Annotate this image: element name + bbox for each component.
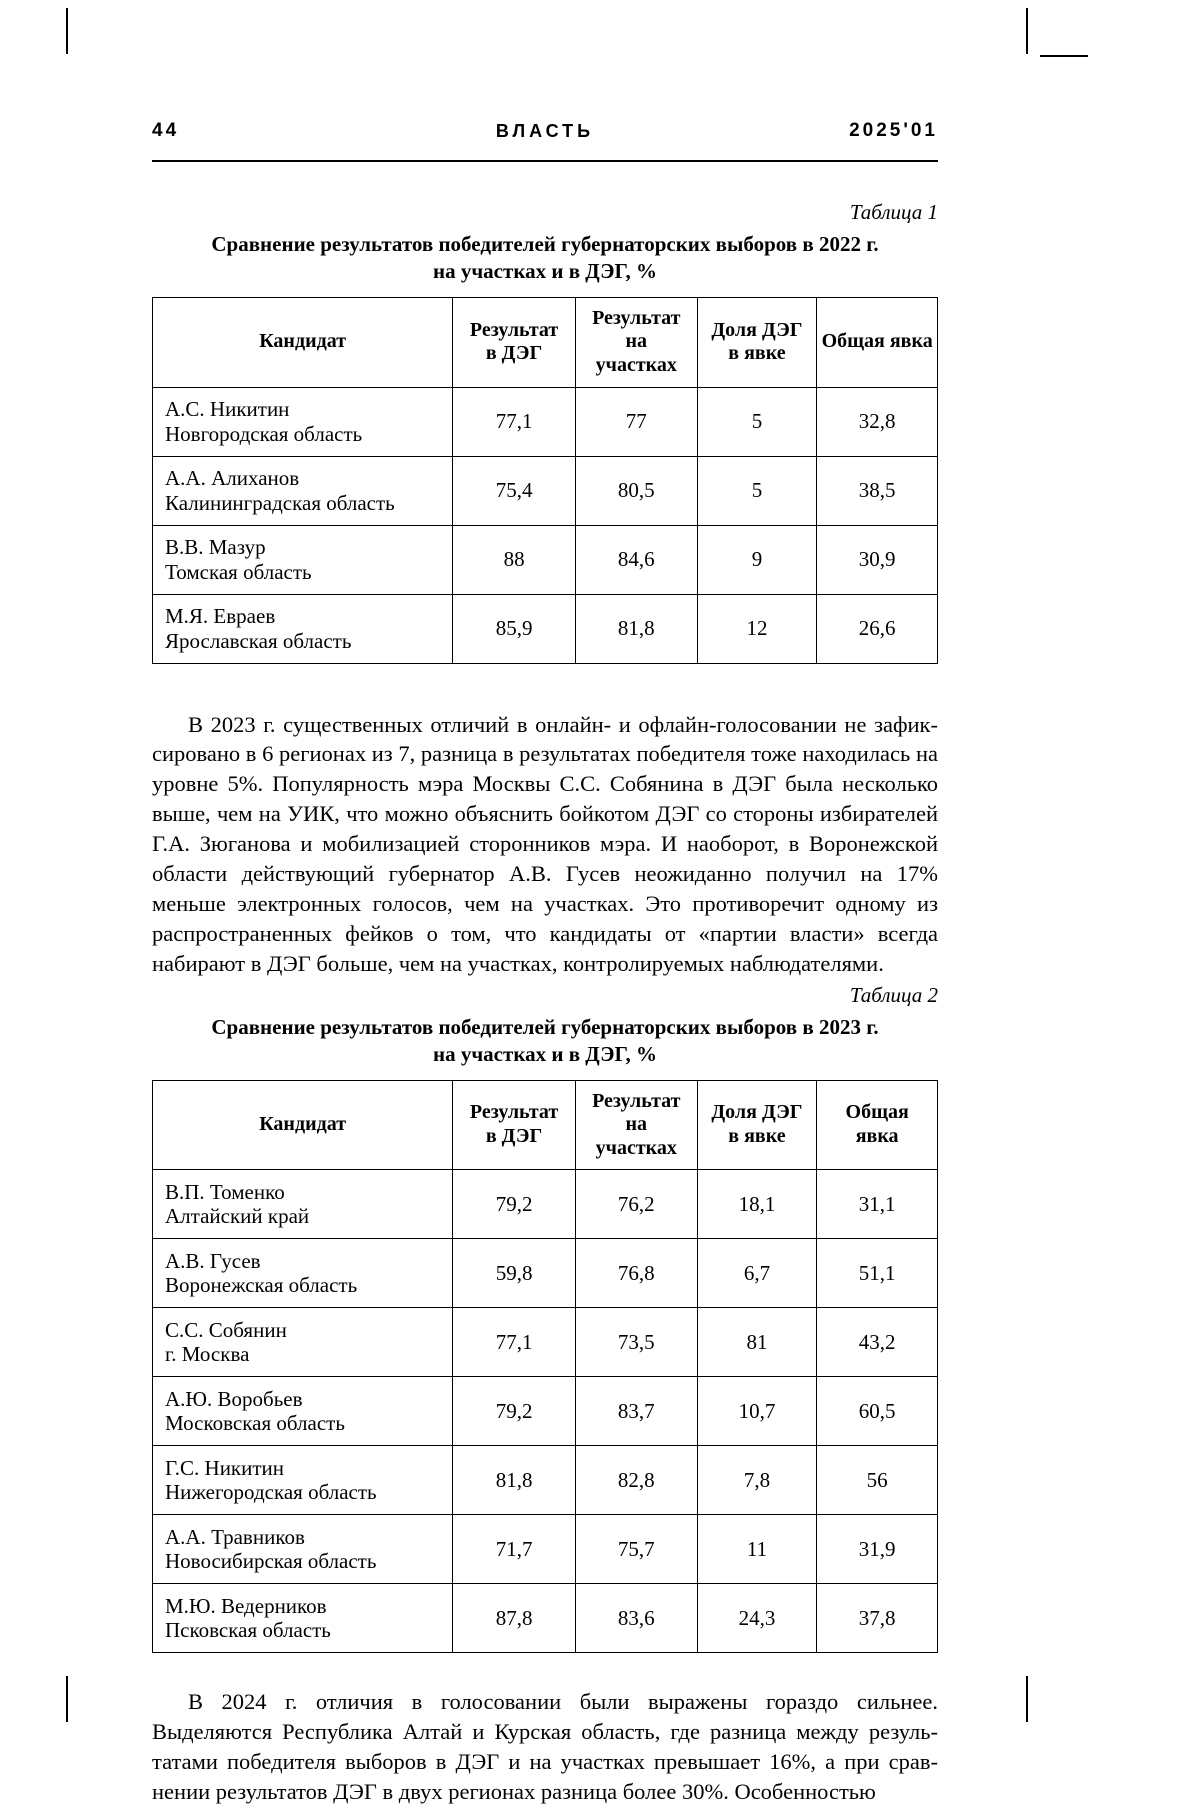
crop-mark-top-left bbox=[66, 8, 68, 54]
table2-row6-candidate bbox=[153, 1584, 453, 1653]
table1-row0-uch: 77 bbox=[575, 387, 697, 456]
table1-col-deg-line2: в ДЭГ bbox=[485, 342, 543, 365]
table1-body bbox=[153, 387, 938, 663]
table2-col-share-line1: Доля ДЭГ bbox=[711, 1101, 803, 1124]
candidate-region: Алтайский край bbox=[165, 1204, 310, 1229]
table2-row2-share: 81 bbox=[697, 1308, 817, 1377]
candidate-name: А.А. Травников bbox=[165, 1525, 305, 1549]
table1-col-candidate bbox=[153, 297, 453, 387]
table2-body bbox=[153, 1170, 938, 1653]
table1-row1-candidate bbox=[153, 456, 453, 525]
table1-row2-candidate bbox=[153, 525, 453, 594]
table2-row5-deg: 71,7 bbox=[453, 1515, 576, 1584]
table2-header bbox=[153, 1080, 938, 1170]
table2-row3-share: 10,7 bbox=[697, 1377, 817, 1446]
table1-header bbox=[153, 297, 938, 387]
table2-row0-turnout: 31,1 bbox=[817, 1170, 938, 1239]
crop-mark-top-right bbox=[1026, 8, 1028, 54]
table-row bbox=[153, 387, 938, 456]
candidate-region: Новгородская область bbox=[165, 421, 363, 446]
candidate-name: Г.С. Никитин bbox=[165, 1456, 285, 1480]
table1-col-share bbox=[697, 297, 817, 387]
table2-title-line1: Сравнение результатов победителей губернаторских выборов в 2023 г. bbox=[211, 1014, 879, 1039]
table1-row0-share: 5 bbox=[697, 387, 817, 456]
table1-col-deg bbox=[453, 297, 576, 387]
table2-col-uchastki-line2: участках bbox=[595, 1136, 677, 1159]
table2-number: Таблица 2 bbox=[849, 982, 938, 1007]
table2-col-deg-line1: Результат bbox=[469, 1101, 559, 1124]
table2-col-candidate bbox=[153, 1080, 453, 1170]
table-row bbox=[153, 1446, 938, 1515]
table2-row6-uch: 83,6 bbox=[575, 1584, 697, 1653]
table1-col-share-line1: Доля ДЭГ bbox=[711, 318, 803, 341]
candidate-name: А.С. Никитин bbox=[165, 397, 290, 422]
table2-row0-uch: 76,2 bbox=[575, 1170, 697, 1239]
table2-row5-share: 11 bbox=[697, 1515, 817, 1584]
table1-row3-candidate bbox=[153, 594, 453, 663]
table1-header-row bbox=[153, 297, 938, 387]
table2-row4-share: 7,8 bbox=[697, 1446, 817, 1515]
table1-row0-deg: 77,1 bbox=[453, 387, 576, 456]
table-row bbox=[153, 1239, 938, 1308]
journal-title: ВЛАСТЬ bbox=[495, 121, 595, 141]
table2-row2-deg: 77,1 bbox=[453, 1308, 576, 1377]
candidate-name: М.Ю. Ведерников bbox=[165, 1594, 327, 1618]
table-row bbox=[153, 1170, 938, 1239]
candidate-region: Московская область bbox=[165, 1411, 345, 1436]
candidate-region: Воронежская область bbox=[165, 1273, 358, 1298]
table1-row2-deg: 88 bbox=[453, 525, 576, 594]
table2-col-uchastki bbox=[575, 1080, 697, 1170]
table2-row3-deg: 79,2 bbox=[453, 1377, 576, 1446]
table1-row3-turnout: 26,6 bbox=[817, 594, 938, 663]
candidate-region: Ярославская область bbox=[165, 628, 352, 653]
table2-col-turnout-line1: Общая bbox=[845, 1101, 909, 1124]
table1-col-share-line2: в явке bbox=[728, 342, 786, 365]
table1-col-uchastki bbox=[575, 297, 697, 387]
table1-row1-uch: 80,5 bbox=[575, 456, 697, 525]
table1-row2-uch: 84,6 bbox=[575, 525, 697, 594]
table1-title-line1: Сравнение результатов победителей губернаторских выборов в 2022 г. bbox=[211, 232, 879, 256]
table2-header-row bbox=[153, 1080, 938, 1170]
candidate-region: Томская область bbox=[165, 559, 312, 584]
table2-title-line2: на участках и в ДЭГ, % bbox=[432, 1041, 657, 1066]
table1-col-deg-line1: Результат bbox=[469, 318, 559, 341]
table1-title bbox=[195, 231, 895, 285]
crop-mark-bottom-left bbox=[66, 1676, 68, 1722]
crop-mark-bottom-right bbox=[1026, 1676, 1028, 1722]
table2-col-uchastki-line1: Результат на bbox=[592, 1089, 681, 1136]
table2-row3-uch: 83,7 bbox=[575, 1377, 697, 1446]
candidate-name: В.В. Мазур bbox=[165, 535, 266, 560]
table1-row0-turnout: 32,8 bbox=[817, 387, 938, 456]
table2-row0-deg: 79,2 bbox=[453, 1170, 576, 1239]
table2-row5-uch: 75,7 bbox=[575, 1515, 697, 1584]
table2-row3-candidate bbox=[153, 1377, 453, 1446]
table-row bbox=[153, 1584, 938, 1653]
candidate-name: А.А. Алиханов bbox=[165, 466, 300, 491]
page-content bbox=[152, 120, 938, 1807]
table2-row1-deg: 59,8 bbox=[453, 1239, 576, 1308]
table1-col-uchastki-line1: Результат на bbox=[592, 306, 681, 353]
table1-col-uchastki-line2: участках bbox=[595, 353, 677, 376]
candidate-region: Нижегородская область bbox=[165, 1480, 377, 1505]
table2 bbox=[152, 1080, 938, 1654]
table2-col-deg-line2: в ДЭГ bbox=[485, 1124, 543, 1147]
table2-row2-candidate bbox=[153, 1308, 453, 1377]
table2-row0-share: 18,1 bbox=[697, 1170, 817, 1239]
table1-col-turnout bbox=[817, 297, 938, 387]
table2-row5-candidate bbox=[153, 1515, 453, 1584]
table2-row6-share: 24,3 bbox=[697, 1584, 817, 1653]
table-row bbox=[153, 1515, 938, 1584]
candidate-name: С.С. Собянин bbox=[165, 1318, 287, 1342]
crop-mark-top-right-horizontal bbox=[1040, 55, 1088, 57]
table2-row4-candidate bbox=[153, 1446, 453, 1515]
table2-row6-turnout: 37,8 bbox=[817, 1584, 938, 1653]
table2-col-turnout-line2: явка bbox=[855, 1124, 899, 1147]
table1-row3-deg: 85,9 bbox=[453, 594, 576, 663]
candidate-name: М.Я. Евраев bbox=[165, 604, 276, 629]
table1-row1-turnout: 38,5 bbox=[817, 456, 938, 525]
paragraph-2023: В 2023 г. существенных отличий в онлайн- и офлайн-голосовании не зафиксировано в 6 регионах из 7, разница в результатах победителя тоже находилась на уровне 5%. Популярность мэра Москвы С.С. Собянина в ДЭГ была несколько выше, чем на УИК, что можно объяснить бойкотом ДЭГ со стороны избирателей Г.А. Зюганова и мобилизацией сторонников мэра. И наоборот, в Воронежской области действующий губернатор А.В. Гусев неожиданно получил на 17% меньше электронных голосов, чем на участках. Это противоречит одному из распространенных фейков о том, что кандидаты от «партии власти» всегда набирают в ДЭГ больше, чем на участках, контролируемых наблюдателями. bbox=[152, 711, 938, 976]
table2-row4-uch: 82,8 bbox=[575, 1446, 697, 1515]
table1-row2-turnout: 30,9 bbox=[817, 525, 938, 594]
table2-row2-turnout: 43,2 bbox=[817, 1308, 938, 1377]
table1-row0-candidate bbox=[153, 387, 453, 456]
table2-col-turnout bbox=[817, 1080, 938, 1170]
table1-row3-share: 12 bbox=[697, 594, 817, 663]
table1-col-turnout-line1: Общая явка bbox=[821, 330, 933, 353]
table2-row4-deg: 81,8 bbox=[453, 1446, 576, 1515]
table2-row1-share: 6,7 bbox=[697, 1239, 817, 1308]
table2-col-share bbox=[697, 1080, 817, 1170]
candidate-region: Псковская область bbox=[165, 1618, 331, 1643]
running-head bbox=[152, 120, 938, 162]
table2-row5-turnout: 31,9 bbox=[817, 1515, 938, 1584]
table1-number: Таблица 1 bbox=[849, 200, 938, 224]
table-row bbox=[153, 594, 938, 663]
table1-row3-uch: 81,8 bbox=[575, 594, 697, 663]
page-number: 44 bbox=[152, 120, 180, 141]
table2-row1-uch: 76,8 bbox=[575, 1239, 697, 1308]
table2-row2-uch: 73,5 bbox=[575, 1308, 697, 1377]
table-row bbox=[153, 1308, 938, 1377]
table1-row1-deg: 75,4 bbox=[453, 456, 576, 525]
candidate-name: В.П. Томенко bbox=[165, 1180, 285, 1204]
table-row bbox=[153, 525, 938, 594]
issue-label: 2025'01 bbox=[849, 120, 938, 141]
table2-row4-turnout: 56 bbox=[817, 1446, 938, 1515]
candidate-region: Калининградская область bbox=[165, 490, 395, 515]
table1-row1-share: 5 bbox=[697, 456, 817, 525]
table2-row1-candidate bbox=[153, 1239, 453, 1308]
table2-title bbox=[195, 1014, 895, 1068]
candidate-name: А.В. Гусев bbox=[165, 1249, 261, 1273]
candidate-region: Новосибирская область bbox=[165, 1549, 377, 1574]
table1-row2-share: 9 bbox=[697, 525, 817, 594]
table2-col-share-line2: в явке bbox=[728, 1124, 786, 1147]
table2-row6-deg: 87,8 bbox=[453, 1584, 576, 1653]
candidate-region: г. Москва bbox=[165, 1342, 250, 1367]
table2-row3-turnout: 60,5 bbox=[817, 1377, 938, 1446]
table2-col-deg bbox=[453, 1080, 576, 1170]
table-row bbox=[153, 456, 938, 525]
table-row bbox=[153, 1377, 938, 1446]
paragraph-2024: В 2024 г. отличия в голосовании были выражены гораздо сильнее. Выделяются Республика Алтай и Курская область, где разница между результатами победителя выборов в ДЭГ и на участках превышает 16%, а при сравнении результатов ДЭГ в двух регионах разница более 30%. Особенностью bbox=[152, 1689, 938, 1805]
table1-col-candidate-label: Кандидат bbox=[259, 330, 347, 353]
table1-title-line2: на участках и в ДЭГ, % bbox=[432, 258, 657, 283]
table1 bbox=[152, 297, 938, 664]
table2-row1-turnout: 51,1 bbox=[817, 1239, 938, 1308]
table2-row0-candidate bbox=[153, 1170, 453, 1239]
table2-col-candidate-label: Кандидат bbox=[259, 1113, 347, 1136]
candidate-name: А.Ю. Воробьев bbox=[165, 1387, 303, 1411]
